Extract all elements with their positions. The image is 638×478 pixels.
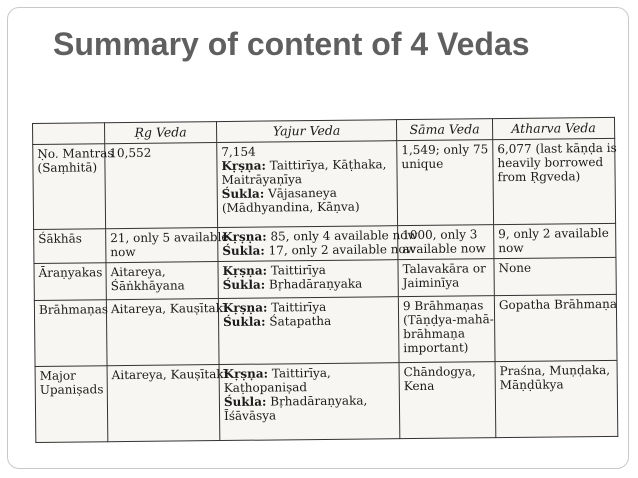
- cell-text: Maitrāyaṇīya: [221, 172, 303, 188]
- header-rig-veda: Ṛg Veda: [105, 122, 217, 144]
- table-cell-rig: [106, 298, 227, 365]
- table-cell-yajur: [219, 362, 400, 440]
- cell-line: Ṇo. Mantras: [37, 146, 114, 161]
- vedas-table-image: [32, 117, 617, 443]
- header-atharva-veda: Atharva Veda: [492, 117, 614, 139]
- header-yajur-veda: Yajur Veda: [216, 120, 396, 143]
- cell-line: 1000, only 3: [402, 226, 478, 242]
- cell-line: 9, only 2 available: [498, 225, 609, 241]
- table-cell-atharva: [494, 294, 617, 361]
- branch-label: Kṛṣṇa:: [221, 158, 266, 174]
- table-cell-label: [34, 262, 106, 300]
- table-cell-atharva: [494, 257, 616, 295]
- branch-label: Śukla:: [222, 243, 265, 258]
- cell-line: unique: [401, 156, 444, 172]
- cell-text: Bṛhadāraṇyaka: [265, 276, 363, 292]
- branch-label: Śukla:: [221, 186, 265, 202]
- table-cell-rig: [106, 227, 229, 262]
- cell-line: 21, only 5 available: [110, 229, 229, 245]
- cell-line: Āraṇyakas: [38, 264, 103, 280]
- cell-line: Upaniṣads: [39, 381, 104, 397]
- cell-line: [224, 407, 395, 423]
- cell-text: Kaṭhopaniṣad: [223, 379, 308, 395]
- cell-text: Taittirīya: [266, 262, 326, 278]
- cell-line: (Tāṇḍya-mahā-: [403, 311, 494, 327]
- cell-line: [223, 276, 394, 292]
- cell-text: (Mādhyandina, Kāṇva): [221, 199, 360, 216]
- cell-line: Aitareya, Kauṣītakī: [111, 366, 228, 382]
- table-cell-yajur: [217, 141, 398, 227]
- cell-line: [222, 199, 393, 215]
- table-row: [33, 138, 616, 229]
- table-cell-atharva: [495, 360, 618, 438]
- branch-label: Kṛṣṇa:: [222, 263, 268, 278]
- branch-label: Śukla:: [222, 277, 266, 292]
- cell-line: 10,552: [109, 145, 152, 161]
- table-cell-atharva: [494, 223, 616, 258]
- slide-title: Summary of content of 4 Vedas: [53, 26, 530, 62]
- cell-text: Bṛhadāraṇyaka,: [266, 393, 368, 409]
- table-cell-label: [34, 228, 106, 263]
- cell-line: Māṇḍūkya: [499, 377, 564, 392]
- cell-line: now: [498, 240, 524, 255]
- table-cell-yajur: [218, 296, 399, 364]
- table-cell-yajur: [218, 259, 398, 298]
- branch-label: Kṛṣṇa:: [223, 366, 269, 381]
- cell-line: Praśna, Muṇḍaka,: [499, 362, 611, 378]
- cell-text: Taittirīya,: [267, 365, 331, 381]
- cell-line: 1,549; only 75: [401, 142, 489, 158]
- table-cell-rig: [107, 364, 228, 442]
- table-cell-sama: [398, 258, 494, 296]
- table-row: [35, 360, 618, 442]
- table-cell-rig: [105, 143, 218, 229]
- cell-line: important): [403, 340, 469, 355]
- table-cell-yajur: [218, 225, 418, 261]
- cell-text: Taittirīya, Kāṭhaka,: [265, 157, 387, 173]
- cell-line: Aitareya,: [110, 264, 166, 279]
- cell-line: available now: [402, 240, 486, 256]
- cell-line: now: [110, 244, 136, 259]
- table-row: [34, 294, 617, 366]
- cell-text: Taittirīya: [267, 299, 327, 315]
- table-body: [33, 138, 618, 442]
- table-cell-label: [33, 144, 114, 229]
- table-row: [34, 257, 616, 300]
- cell-text: 7,154: [221, 144, 256, 160]
- cell-line: None: [498, 260, 532, 275]
- cell-text: 17, only 2 available now: [264, 241, 417, 258]
- cell-line: Talavakāra or: [402, 260, 486, 276]
- cell-line: [223, 313, 394, 329]
- branch-label: Śukla:: [223, 394, 267, 409]
- table-cell-label: [34, 299, 107, 366]
- header-sama-veda: Sāma Veda: [396, 119, 492, 141]
- table-cell-sama: [398, 224, 494, 259]
- cell-line: Aitareya, Kauṣītakī: [110, 300, 227, 316]
- header-corner: [33, 123, 105, 145]
- cell-line: Gopatha Brāhmaṇa: [498, 296, 618, 312]
- table-cell-atharva: [493, 138, 616, 224]
- cell-line: [221, 157, 392, 173]
- cell-text: Vājasaneya: [264, 185, 337, 201]
- cell-line: Chāndogya,: [403, 364, 476, 379]
- table-cell-sama: [397, 140, 494, 226]
- table-cell-rig: [106, 261, 218, 299]
- branch-label: Kṛṣṇa:: [222, 300, 268, 315]
- cell-text: Śatapatha: [265, 313, 332, 329]
- table-cell-sama: [398, 295, 495, 362]
- cell-line: Śākhās: [38, 231, 82, 246]
- cell-line: Jaiminīya: [402, 275, 460, 290]
- branch-label: Śukla:: [223, 314, 266, 329]
- vedas-summary-table: [32, 117, 618, 443]
- table-cell-sama: [399, 361, 496, 438]
- cell-line: Kena: [403, 378, 435, 393]
- cell-line: brāhmaṇa: [403, 326, 466, 341]
- cell-line: heavily borrowed: [497, 155, 604, 171]
- cell-line: from Ṛgveda): [497, 169, 581, 185]
- cell-line: [222, 241, 417, 258]
- cell-line: 6,077 (last kāṇḍa is: [497, 140, 617, 157]
- cell-line: (Saṃhitā): [37, 160, 98, 175]
- cell-line: Brāhmaṇas: [38, 301, 109, 317]
- cell-line: Śāṅkhāyana: [110, 277, 185, 293]
- cell-text: 85, only 4 available now: [266, 227, 418, 244]
- branch-label: Kṛṣṇa:: [222, 229, 267, 244]
- table-cell-label: [35, 365, 108, 442]
- cell-text: Īśāvāsya: [224, 408, 277, 423]
- cell-line: Major: [39, 368, 76, 383]
- cell-line: 9 Brāhmaṇas: [402, 297, 484, 313]
